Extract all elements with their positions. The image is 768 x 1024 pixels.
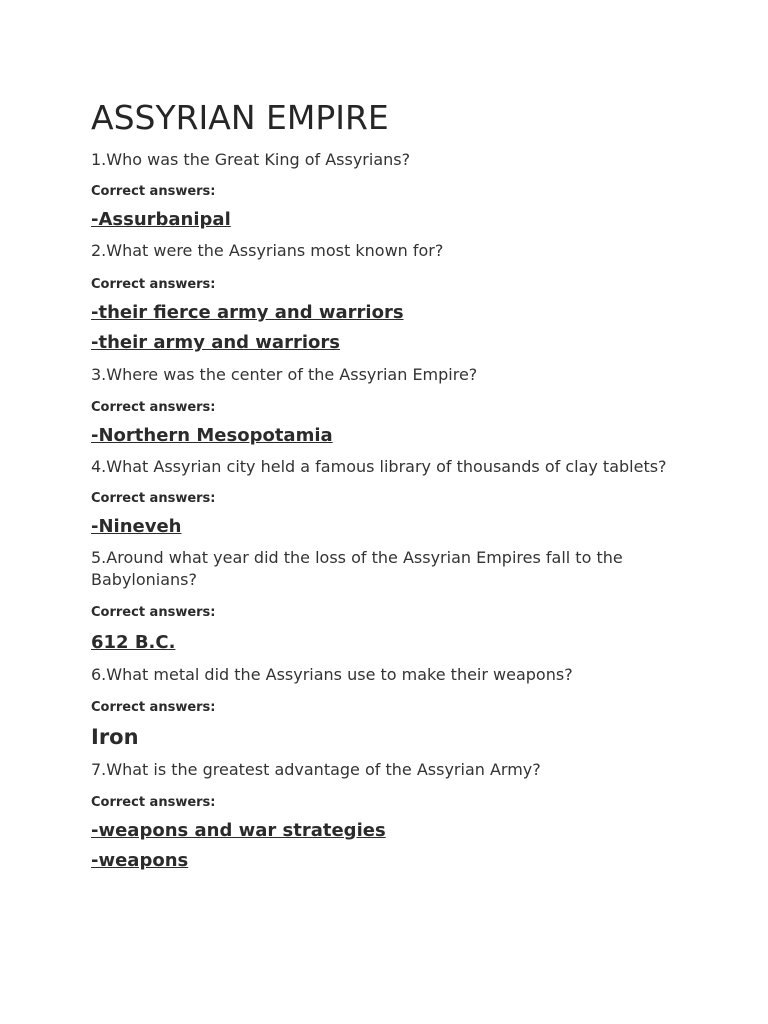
question-4: 4.What Assyrian city held a famous library of thousands of clay tablets? [91, 457, 667, 476]
answer-4-1: -Nineveh [91, 516, 182, 537]
question-1: 1.Who was the Great King of Assyrians? [91, 150, 411, 169]
answer-7-2: -weapons [91, 850, 189, 871]
correct-answers-label-7: Correct answers: [91, 795, 216, 810]
correct-answers-label-6: Correct answers: [91, 700, 216, 715]
correct-answers-label-1: Correct answers: [91, 184, 216, 199]
question-7: 7.What is the greatest advantage of the Assyrian Army? [91, 760, 541, 779]
answer-6-1: Iron [91, 725, 139, 749]
answer-5-1: 612 B.C. [91, 632, 176, 653]
correct-answers-label-2: Correct answers: [91, 277, 216, 292]
answer-1-1: -Assurbanipal [91, 209, 231, 230]
correct-answers-label-5: Correct answers: [91, 605, 216, 620]
answer-3-1: -Northern Mesopotamia [91, 425, 333, 446]
question-6: 6.What metal did the Assyrians use to make their weapons? [91, 665, 573, 684]
question-5: 5.Around what year did the loss of the Assyrian Empires fall to the Babylonians? [91, 548, 623, 589]
page-title: ASSYRIAN EMPIRE [91, 98, 389, 137]
question-2: 2.What were the Assyrians most known for? [91, 241, 444, 260]
answer-2-2: -their army and warriors [91, 332, 340, 353]
question-3: 3.Where was the center of the Assyrian Empire? [91, 365, 478, 384]
answer-2-1: -their fierce army and warriors [91, 302, 404, 323]
correct-answers-label-3: Correct answers: [91, 400, 216, 415]
answer-7-1: -weapons and war strategies [91, 820, 386, 841]
correct-answers-label-4: Correct answers: [91, 491, 216, 506]
